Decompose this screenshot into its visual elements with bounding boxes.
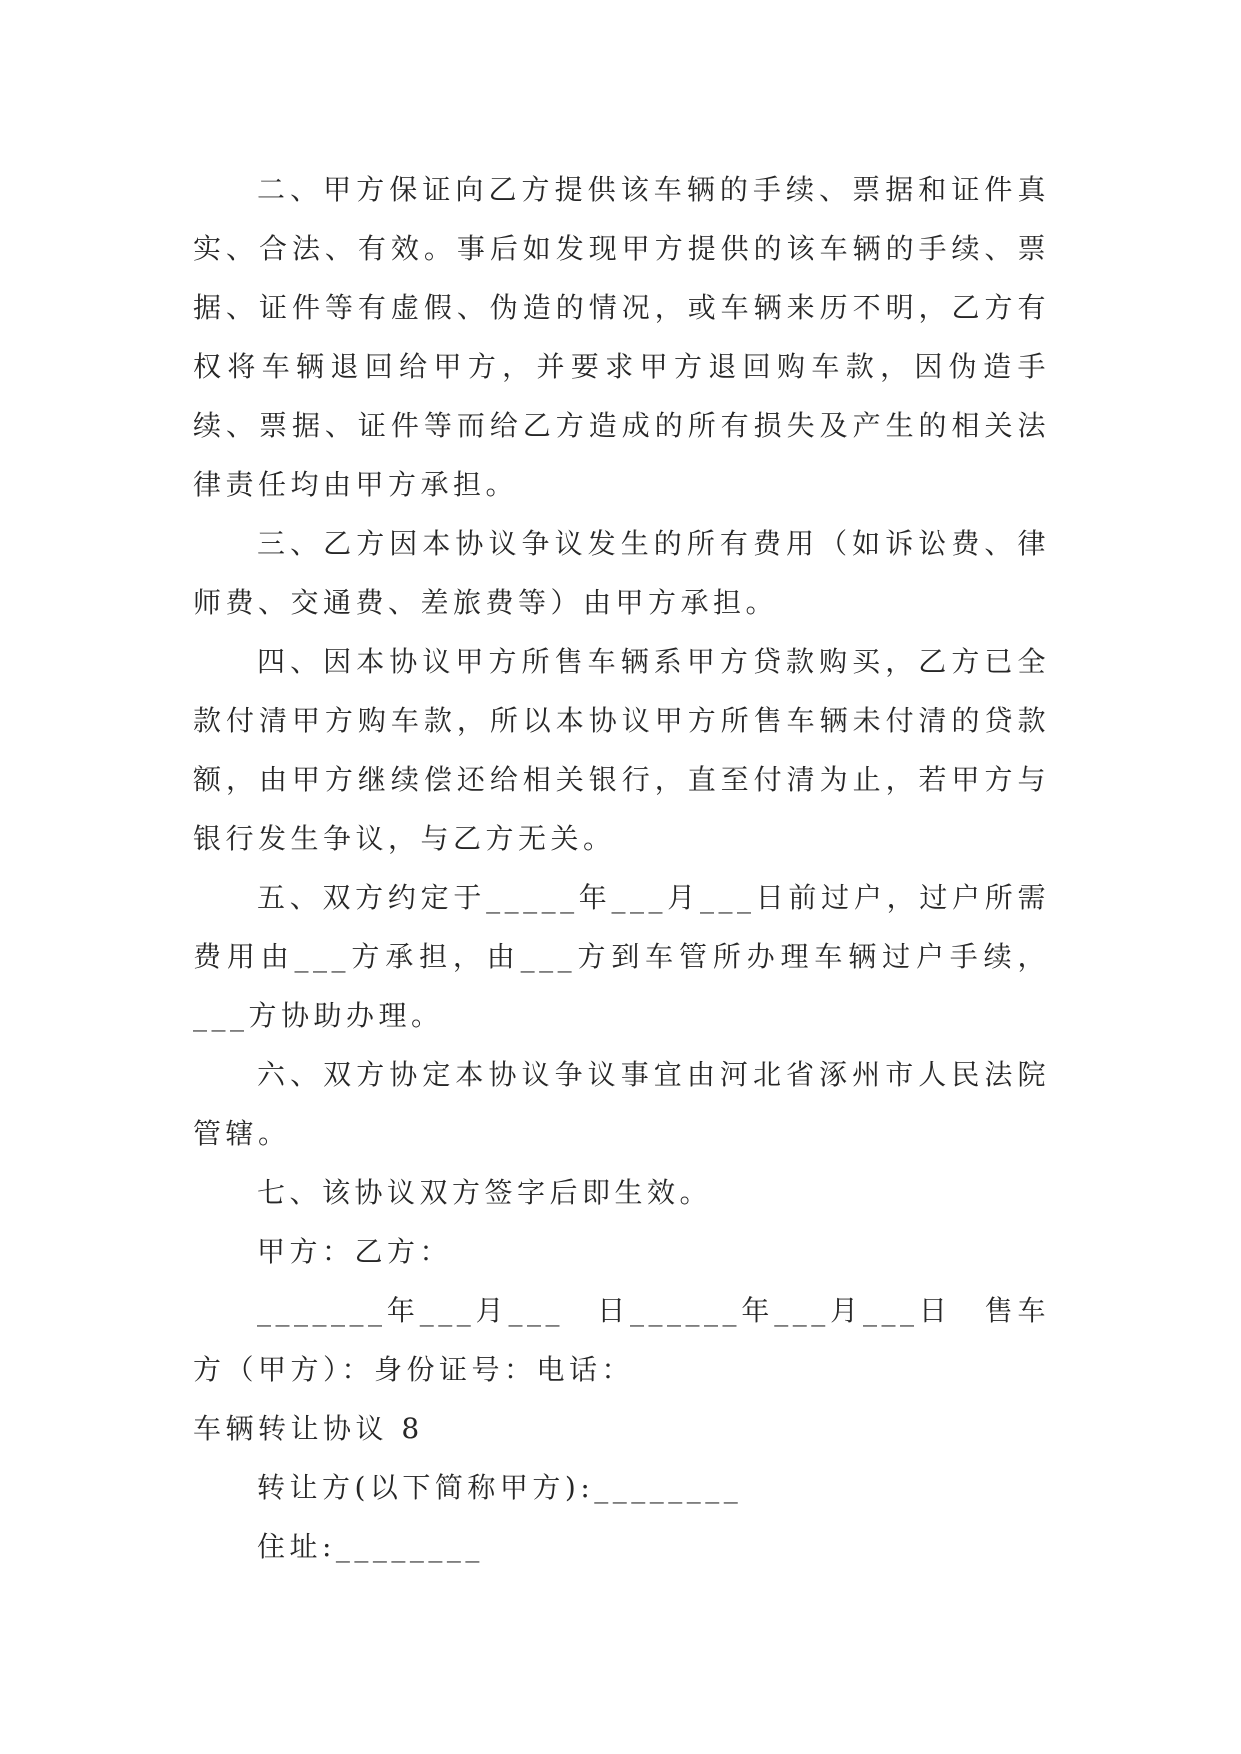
transferor-line: 转让方(以下简称甲方):________ (257, 1471, 743, 1504)
clause-4: 四、因本协议甲方所售车辆系甲方贷款购买，乙方已全款付清甲方购车款，所以本协议甲方所售车辆未付清的贷款额，由甲方继续偿还给相关银行，直至付清为止，若甲方与银行发生争议，与乙方无关。 (193, 645, 1050, 855)
section-title: 车辆转让协议 8 (193, 1412, 424, 1445)
address-line: 住址:________ (257, 1530, 484, 1563)
clause-3: 三、乙方因本协议争议发生的所有费用（如诉讼费、律师费、交通费、差旅费等）由甲方承担。 (193, 527, 1050, 619)
document-body (193, 160, 1050, 1576)
clause-7: 七、该协议双方签字后即生效。 (257, 1176, 713, 1209)
signature-labels: 甲方：乙方： (257, 1235, 453, 1268)
date-and-seller-line: _______年___月___ 日______年___月___日 售车方（甲方）：身份证号：电话： (193, 1294, 1050, 1386)
clause-5: 五、双方约定于_____年___月___日前过户，过户所需费用由___方承担，由___方到车管所办理车辆过户手续，___方协助办理。 (193, 881, 1050, 1032)
clause-6: 六、双方协定本协议争议事宜由河北省涿州市人民法院管辖。 (193, 1058, 1050, 1150)
clause-2: 二、甲方保证向乙方提供该车辆的手续、票据和证件真实、合法、有效。事后如发现甲方提供的该车辆的手续、票据、证件等有虚假、伪造的情况，或车辆来历不明，乙方有权将车辆退回给甲方，并要求甲方退回购车款，因伪造手续、票据、证件等而给乙方造成的所有损失及产生的相关法律责任均由甲方承担。 (193, 173, 1050, 501)
